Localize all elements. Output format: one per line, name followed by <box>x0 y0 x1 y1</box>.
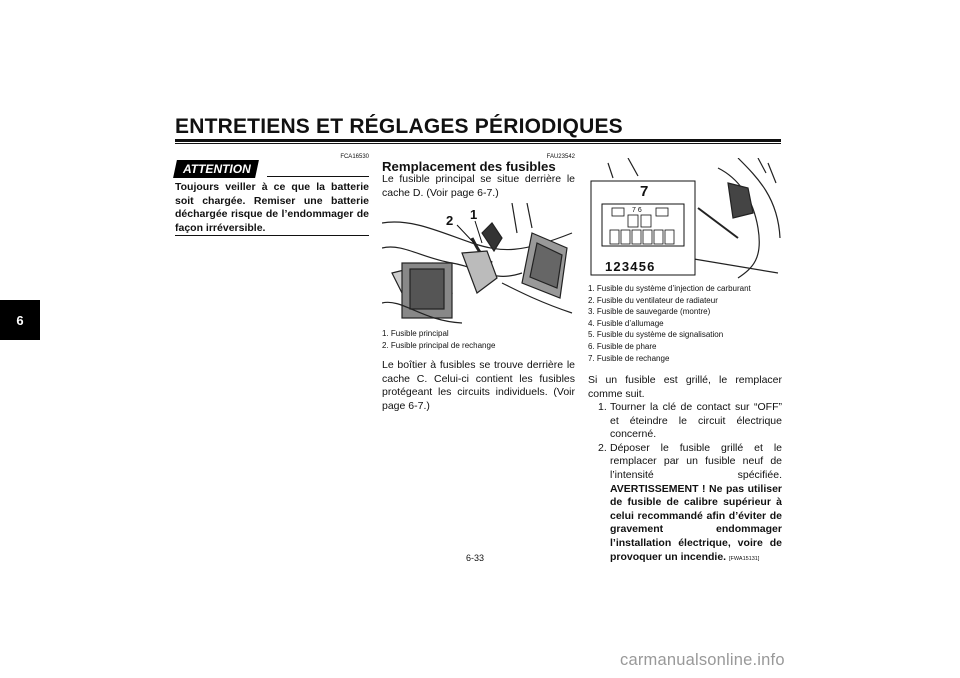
step-text: Tourner la clé de contact sur “OFF” et éteindre le circuit électrique concerné. <box>610 401 782 441</box>
caption-item: 4. Fusible d’allumage <box>588 318 664 328</box>
replacement-steps <box>588 401 782 566</box>
step-warning: AVERTISSEMENT ! Ne pas utiliser de fusible de calibre supérieur à celui recommandé afin d’éviter de gravement endommager l’installation électrique, voire de provoquer un incendie. <box>610 482 782 563</box>
photo-label-1: 1 <box>470 207 478 222</box>
diagram-label-numbers: 123456 <box>605 259 656 274</box>
step-text: Déposer le fusible grillé et le remplacer par un fusible neuf de l’intensité spécifiée. <box>610 441 782 481</box>
caption-item: 2. Fusible du ventilateur de radiateur <box>588 295 718 305</box>
caption-item: 1. Fusible principal <box>382 329 449 338</box>
caption-item: 5. Fusible du système de signalisation <box>588 330 724 340</box>
caution-bottom-rule <box>175 235 369 236</box>
caption-item: 2. Fusible principal de rechange <box>382 340 496 350</box>
photo-label-2: 2 <box>446 213 454 228</box>
step-number: 1. <box>598 401 607 413</box>
section-paragraph: Le boîtier à fusibles se trouve derrière le cache C. Celui-ci contient les fusibles protégeant les circuits individuels. (Voir page 6-7.) <box>382 359 575 412</box>
fuse-captions <box>588 283 782 364</box>
caution-code: FCA16530 <box>340 154 369 160</box>
caution-text: Toujours veiller à ce que la batterie soit chargée. Remiser une batterie déchargée risque de l’endommager de façon irréversible. <box>175 181 369 234</box>
main-fuse-photo <box>382 203 575 325</box>
page-title: ENTRETIENS ET RÉGLAGES PÉRIODIQUES <box>175 115 623 138</box>
section-code: FAU23542 <box>546 154 575 160</box>
caption-item: 7. Fusible de rechange <box>588 353 670 363</box>
caption-item: 1. Fusible du système d’injection de carburant <box>588 284 751 293</box>
warning-code: [FWA15131] <box>729 555 760 562</box>
header-rule-thin <box>175 143 781 144</box>
caption-item: 6. Fusible de phare <box>588 341 657 351</box>
replacement-intro: Si un fusible est grillé, le remplacer comme suit. <box>588 374 782 400</box>
main-fuse-illustration <box>382 203 575 325</box>
caution-banner-rule <box>267 176 369 177</box>
step-item <box>588 401 782 442</box>
diagram-label-small: 7 6 <box>632 207 642 214</box>
chapter-tab: 6 <box>0 300 40 340</box>
caption-item: 3. Fusible de sauvegarde (montre) <box>588 307 711 317</box>
caution-banner <box>173 160 259 178</box>
fuse-box-photo <box>588 158 782 280</box>
step-number: 2. <box>598 441 607 454</box>
photo-captions <box>382 328 575 351</box>
header-rule <box>175 139 781 142</box>
watermark: carmanualsonline.info <box>620 651 785 669</box>
section-heading: Remplacement des fusibles <box>382 159 556 174</box>
caution-banner-row <box>175 160 369 178</box>
diagram-label-7: 7 <box>640 183 649 200</box>
caution-banner-label: ATTENTION <box>183 162 251 176</box>
section-intro: Le fusible principal se situe derrière le cache D. (Voir page 6-7.) <box>382 173 575 199</box>
step-item <box>588 442 782 566</box>
fuse-box-illustration <box>588 158 782 280</box>
page-number: 6-33 <box>466 553 485 563</box>
